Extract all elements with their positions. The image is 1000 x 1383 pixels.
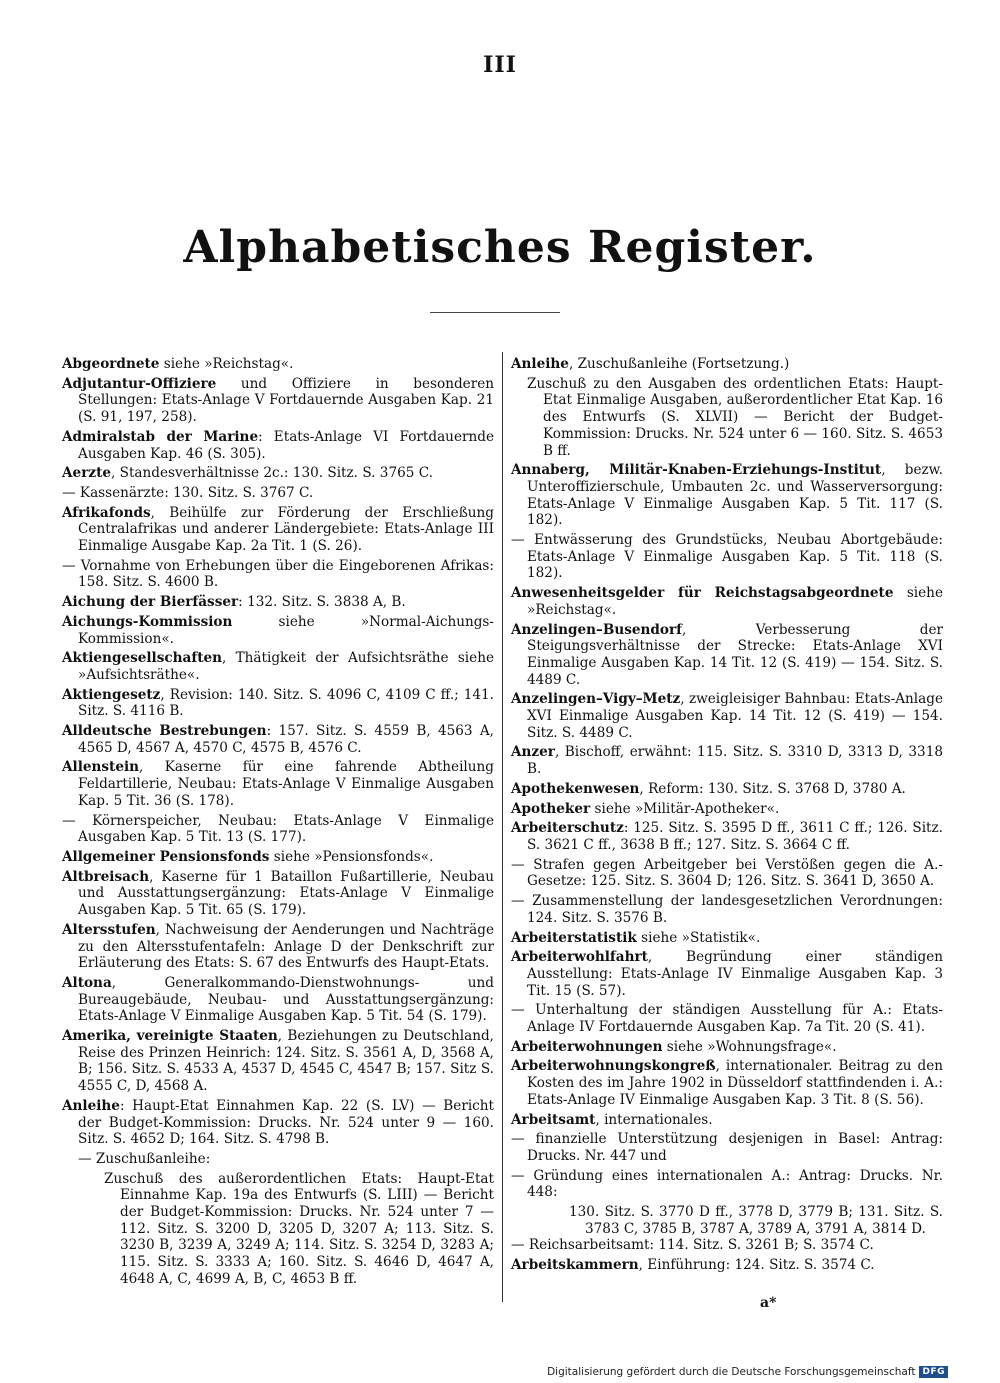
entry-headword: Arbeiterschutz [511,820,624,837]
index-entry [511,930,943,947]
entry-text: siehe »Pensionsfonds«. [269,848,434,865]
entry-text: — Gründung eines internationalen A.: Antrag: Drucks. Nr. 448: [511,1167,943,1201]
index-entry [62,1028,494,1095]
entry-text: siehe »Reichstag«. [159,356,294,372]
entry-text: : 157. Sitz. S. 4559 B, 4563 A, 4565 D, 4567 A, 4570 C, 4575 B, 4576 C. [78,723,494,756]
index-entry [511,893,943,926]
footer [547,1366,948,1378]
entry-headword: Anleihe [62,1097,120,1114]
entry-text: : 125. Sitz. S. 3595 D ff., 3611 C ff.; 126. Sitz. S. 3621 C ff., 3638 B ff.; 127. Sitz. S. 3664 C ff. [527,820,943,853]
index-entry [62,465,494,482]
entry-text: — Zuschußanleihe: [78,1150,211,1167]
entry-headword: Aktiengesellschaften [62,650,223,667]
index-entry [62,975,494,1025]
entry-headword: Anzelingen–Vigy–Metz [511,691,681,708]
index-entry [62,759,494,809]
entry-headword: Arbeiterwohnungen [511,1038,663,1055]
index-entry [511,1237,943,1254]
page-number: III [483,52,517,78]
signature-mark: a* [760,1295,777,1311]
entry-text: , Bischoff, erwähnt: 115. Sitz. S. 3310 D, 3313 D, 3318 B. [527,744,943,778]
entry-text: — Zusammenstellung der landesgesetzlichen Verordnungen: 124. Sitz. S. 3576 B. [511,893,943,926]
entry-text: , Reform: 130. Sitz. S. 3768 D, 3780 A. [639,780,906,797]
entry-text: — Vornahme von Erhebungen über die Eingeborenen Afrikas: 158. Sitz. S. 4600 B. [62,557,494,591]
entry-text: : Haupt-Etat Einnahmen Kap. 22 (S. LV) — Bericht der Budget-Kommission: Drucks. Nr. 524 unter 9 — 160. Sitz. S. 4652 D; 164. Sitz. S. 4798 B. [78,1097,494,1148]
entry-text: , Zuschußanleihe (Fortsetzung.) [568,356,790,372]
entry-headword: Arbeiterstatistik [511,929,637,946]
index-entry [62,356,494,373]
entry-headword: Altersstufen [62,921,156,938]
index-entry [511,691,943,741]
entry-headword: Apothekenwesen [511,780,640,797]
entry-text: , bezw. Unteroffizierschule, Umbauten 2c. und Wasserversorgung: Etats-Anlage V Einmalige Ausgaben Kap. 5 Tit. 117 (S. 182). [527,462,943,529]
index-entry [511,1131,943,1164]
entry-text: , Begründung einer ständigen Ausstellung: Etats-Anlage IV Einmalige Ausgaben Kap. 3 Tit. 15 (S. 57). [527,949,943,999]
entry-headword: Alldeutsche Bestrebungen [62,723,267,740]
index-entry [511,801,943,818]
entry-text: , Verbesserung der Steigungsverhältnisse der Strecke: Etats-Anlage XVI Einmalige Ausgaben Kap. 14 Tit. 12 (S. 419) — 154. Sitz. S. 4489 C. [527,621,943,688]
index-entry [511,622,943,689]
entry-headword: Annaberg, Militär-Knaben-Erziehungs-Institut [511,462,882,479]
entry-text: Zuschuß des außerordentlichen Etats: Haupt-Etat Einnahme Kap. 19a des Entwurfs (S. LIII) — Bericht der Budget-Kommission: Drucks. Nr. 524 unter 7 — 112. Sitz. S. 3200 D, 3205 D, 3207 A; 113. Sitz. S. 3230 B, 3239 A, 3249 A; 114. Sitz. S. 3254 D, 3283 A; 115. Sitz. S. 3333 A; 160. Sitz. S. 4646 D, 4647 A, 4648 A, C, 4699 A, B, C, 4653 B ff. [104,1170,494,1287]
entry-text: , Generalkommando-Dienstwohnungs- und Bureaugebäude, Neubau- und Ausstattungsergänzung: Etats-Anlage V Einmalige Ausgaben Kap. 5 Tit. 54 (S. 179). [78,974,494,1025]
entry-text: 130. Sitz. S. 3770 D ff., 3778 D, 3779 B; 131. Sitz. S. 3783 C, 3785 B, 3787 A, 3789 A, 3791 A, 3814 D. [569,1204,943,1237]
entry-headword: Aktiengesetz [62,686,161,703]
entry-text: — Strafen gegen Arbeitgeber bei Verstößen gegen die A.-Gesetze: 125. Sitz. S. 3604 D; 126. Sitz. S. 3641 D, 3650 A. [511,856,943,890]
entry-text: siehe »Reichstag«. [527,585,943,618]
entry-text: siehe »Wohnungsfrage«. [662,1038,837,1055]
index-entry [511,532,943,582]
entry-text: siehe »Statistik«. [636,929,761,946]
index-entry [511,1058,943,1108]
index-entry [62,1151,494,1168]
entry-headword: Arbeitsamt [511,1111,596,1128]
index-entry [511,1002,943,1035]
index-entry [511,462,943,529]
entry-text: , Beziehungen zu Deutschland, Reise des Prinzen Heinrich: 124. Sitz. S. 3561 A, D, 3568 A, B; 156. Sitz. S. 4533 A, 4537 D, 4545 C, 4547 B; 157. Sitz S. 4555 C, D, 4568 A. [78,1028,494,1095]
entry-text: — Reichsarbeitsamt: 114. Sitz. S. 3261 B; S. 3574 C. [511,1237,874,1254]
entry-text: , internationales. [595,1111,713,1128]
entry-headword: Aichungs-Kommission [62,613,233,630]
index-entry [62,869,494,919]
page-title: Alphabetisches Register. [183,222,817,273]
index-entry [62,485,494,502]
index-entry [62,614,494,647]
entry-headword: Amerika, vereinigte Staaten [62,1028,278,1045]
left-column [62,356,494,1291]
entry-text: , Nachweisung der Aenderungen und Nachträge zu den Altersstufentafeln: Anlage D der Denkschrift zur Erläuterung des Etats: S. 67 des Entwurfs des Haupt-Etats. [78,921,494,972]
index-entry [511,1204,943,1237]
right-column [511,356,943,1277]
entry-headword: Anleihe [511,356,569,372]
index-entry [511,744,943,777]
index-entry [62,723,494,756]
entry-text: , Thätigkeit der Aufsichtsräthe siehe »Aufsichtsräthe«. [78,650,494,683]
column-divider [502,352,503,1302]
entry-text: , zweigleisiger Bahnbau: Etats-Anlage XVI Einmalige Ausgaben Kap. 14 Tit. 12 (S. 419) — 154. Sitz. S. 4489 C. [527,691,943,741]
entry-headword: Anzelingen–Busendorf [511,621,682,638]
entry-text: , Kaserne für eine fahrende Abtheilung Feldartillerie, Neubau: Etats-Anlage V Einmalige Ausgaben Kap. 5 Tit. 36 (S. 178). [78,759,494,809]
index-entry [511,1039,943,1056]
index-entry [62,594,494,611]
entry-headword: Anwesenheitsgelder für Reichstagsabgeordnete [511,585,894,602]
entry-text: , Revision: 140. Sitz. S. 4096 C, 4109 C ff.; 141. Sitz. S. 4116 B. [78,686,494,720]
entry-text: , Standesverhältnisse 2c.: 130. Sitz. S. 3765 C. [111,465,433,482]
entry-headword: Altona [62,974,112,991]
entry-text: — Körnerspeicher, Neubau: Etats-Anlage V Einmalige Ausgaben Kap. 5 Tit. 13 (S. 177). [62,812,494,846]
entry-headword: Aichung der Bierfässer [62,594,239,611]
index-entry [62,922,494,972]
entry-headword: Afrikafonds [62,504,151,521]
entry-headword: Allenstein [62,759,140,776]
index-entry [511,356,943,373]
index-entry [62,849,494,866]
entry-headword: Allgemeiner Pensionsfonds [62,848,270,865]
entry-text: — finanzielle Unterstützung desjenigen in Basel: Antrag: Drucks. Nr. 447 und [511,1131,943,1164]
entry-headword: Aerzte [62,465,112,482]
entry-headword: Adjutantur-Offiziere [62,375,217,392]
index-entry [511,376,943,460]
index-entry [62,813,494,846]
entry-text: siehe »Militär-Apotheker«. [590,800,780,817]
entry-text: : Etats-Anlage VI Fortdauernde Ausgaben Kap. 46 (S. 305). [78,428,494,462]
entry-text: siehe »Normal-Aichungs-Kommission«. [78,613,494,647]
index-entry [511,1257,943,1274]
index-entry [511,820,943,853]
entry-text: , Einführung: 124. Sitz. S. 3574 C. [638,1257,875,1274]
footer-text: Digitalisierung gefördert durch die Deutsche Forschungsgemeinschaft [547,1366,916,1378]
index-entry [62,687,494,720]
entry-text: Zuschuß zu den Ausgaben des ordentlichen Etats: Haupt-Etat Einmalige Ausgaben, außerordentlicher Etat Kap. 16 des Entwurfs (S. XLVII) — Bericht der Budget-Kommission: Drucks. Nr. 524 unter 6 — 160. Sitz. S. 4653 B ff. [527,375,943,459]
entry-text: , Kaserne für 1 Bataillon Fußartillerie, Neubau und Ausstattungsergänzung: Etats-Anlage V Einmalige Ausgaben Kap. 5 Tit. 65 (S. 179). [78,868,494,919]
index-entry [511,585,943,618]
index-entry [511,949,943,999]
entry-text: , internationaler. Beitrag zu den Kosten des im Jahre 1902 in Düsseldorf stattfindenden i. A.: Etats-Anlage IV Einmalige Ausgaben Kap. 3 Tit. 8 (S. 56). [527,1058,943,1108]
title-rule [430,312,560,313]
index-entry [62,429,494,462]
entry-headword: Altbreisach [62,868,150,885]
entry-headword: Admiralstab der Marine [62,428,259,445]
index-entry [62,1171,494,1288]
entry-headword: Arbeitskammern [511,1257,639,1274]
entry-text: : 132. Sitz. S. 3838 A, B. [238,594,406,611]
dfg-logo: DFG [919,1366,948,1378]
index-entry [62,1098,494,1148]
index-entry [62,558,494,591]
entry-text: — Entwässerung des Grundstücks, Neubau Abortgebäude: Etats-Anlage V Einmalige Ausgaben Kap. 5 Tit. 118 (S. 182). [511,532,943,582]
entry-text: , Beihülfe zur Förderung der Erschließung Centralafrikas und anderer Ländergebiete: Etats-Anlage III Einmalige Ausgabe Kap. 2a Tit. 1 (S. 26). [78,504,494,555]
index-entry [511,1112,943,1129]
entry-headword: Abgeordnete [62,356,160,372]
index-entry [511,781,943,798]
entry-text: — Kassenärzte: 130. Sitz. S. 3767 C. [62,484,314,501]
index-entry [511,857,943,890]
entry-headword: Arbeiterwohnungskongreß [511,1058,716,1075]
entry-headword: Anzer [511,744,555,761]
index-entry [62,376,494,426]
entry-headword: Arbeiterwohlfahrt [511,949,648,966]
entry-headword: Apotheker [511,800,591,817]
index-entry [511,1168,943,1201]
index-entry [62,650,494,683]
entry-text: — Unterhaltung der ständigen Ausstellung für A.: Etats-Anlage IV Fortdauernde Ausgaben Kap. 7a Tit. 20 (S. 41). [511,1002,943,1036]
entry-text: und Offiziere in besonderen Stellungen: Etats-Anlage V Fortdauernde Ausgaben Kap. 21 (S. 91, 197, 258). [78,375,494,426]
index-entry [62,505,494,555]
